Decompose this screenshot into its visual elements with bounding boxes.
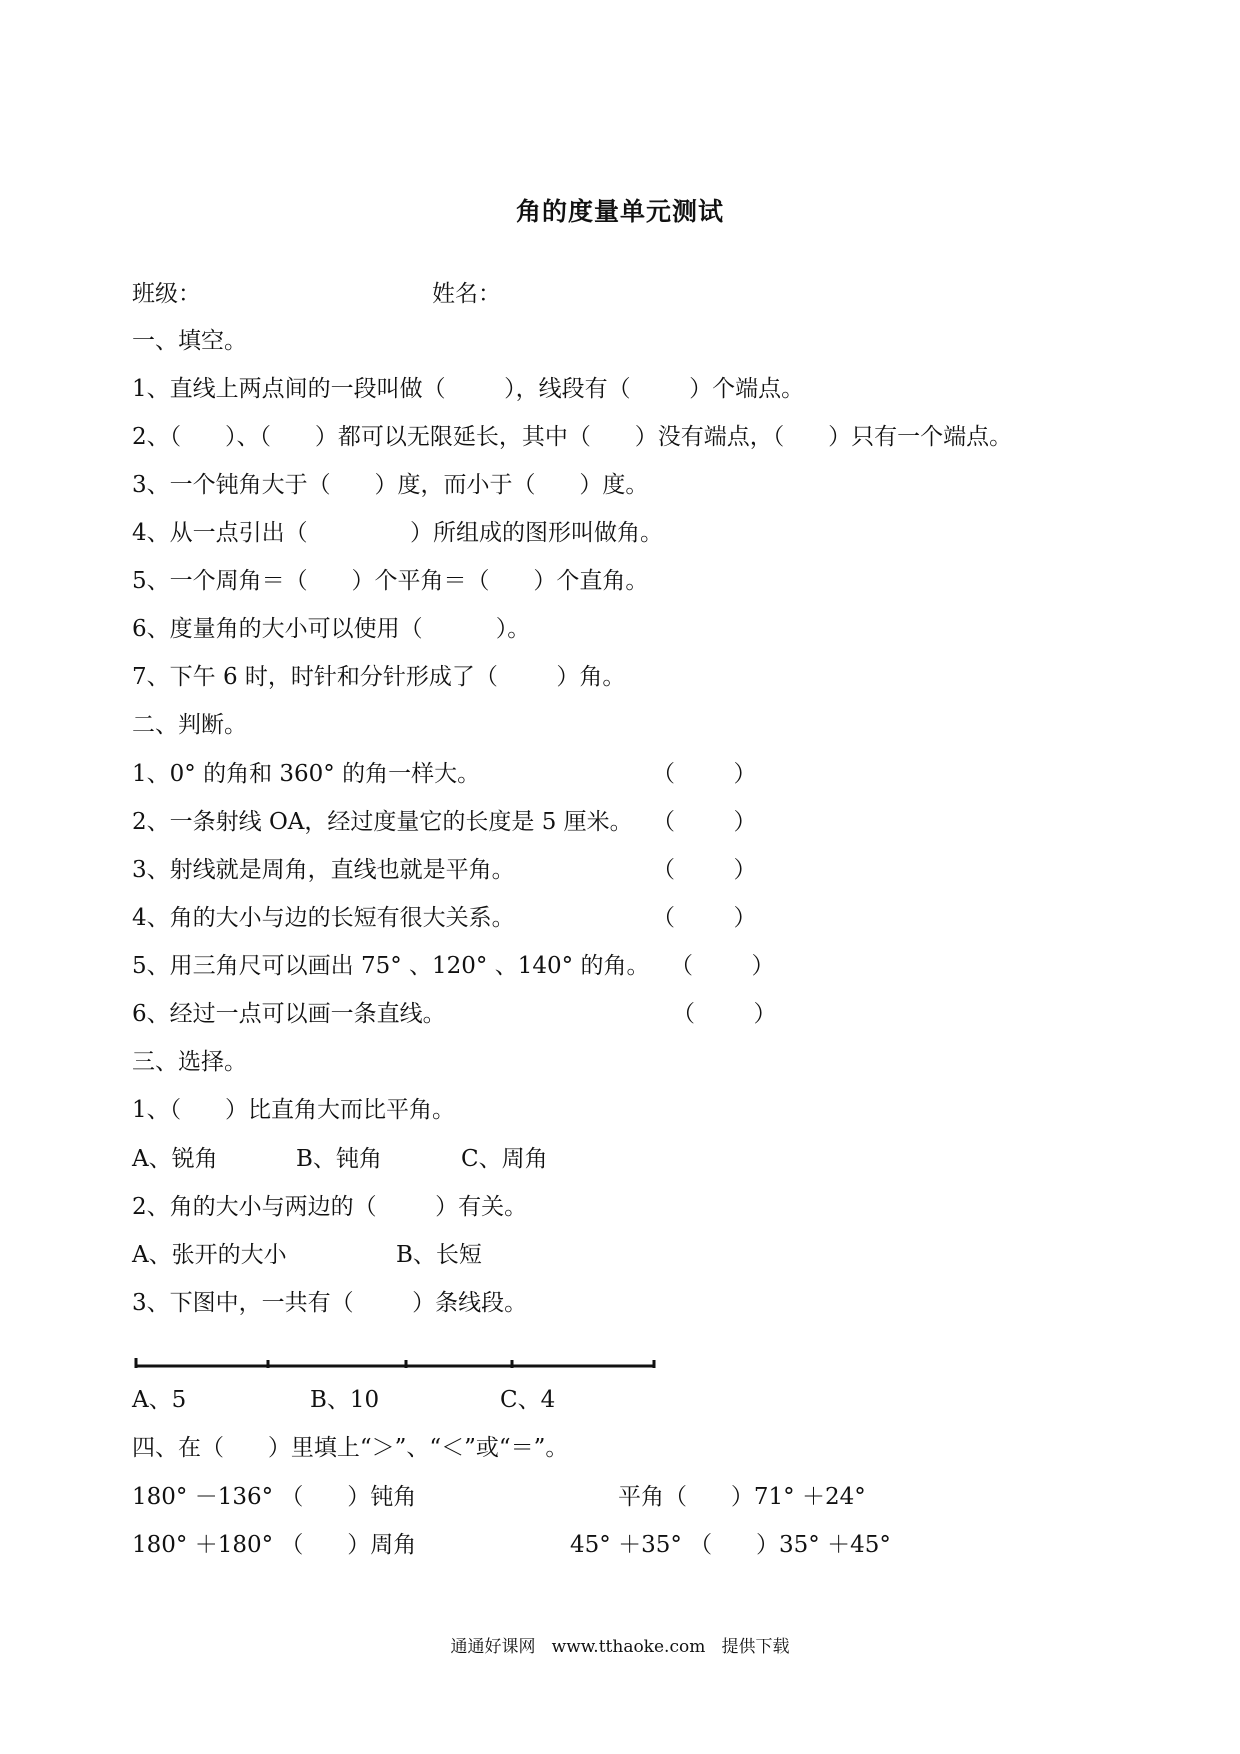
judge-blank-2: （ ） bbox=[652, 809, 757, 835]
page-title: 角的度量单元测试 bbox=[515, 197, 724, 226]
choice-option-3b: B、10 bbox=[310, 1387, 380, 1413]
judge-question-6: 6、经过一点可以画一条直线。 bbox=[132, 1001, 446, 1027]
fill-question-3: 3、一个钝角大于（ ）度，而小于（ ）度。 bbox=[132, 472, 649, 498]
choice-option-1c: C、周角 bbox=[461, 1146, 548, 1172]
compare-item-2: 平角（ ）71° ＋24° bbox=[618, 1484, 866, 1510]
judge-question-5: 5、用三角尺可以画出 75° 、120° 、140° 的角。 bbox=[132, 953, 650, 979]
compare-item-1: 180° －136° （ ）钝角 bbox=[132, 1484, 417, 1510]
judge-blank-1: （ ） bbox=[652, 761, 757, 787]
judge-question-1: 1、0° 的角和 360° 的角一样大。 bbox=[132, 761, 481, 787]
line-segment-figure bbox=[130, 1352, 670, 1376]
judge-blank-5: （ ） bbox=[670, 953, 775, 979]
choice-option-1a: A、锐角 bbox=[132, 1146, 218, 1172]
fill-question-1: 1、直线上两点间的一段叫做（ ），线段有（ ）个端点。 bbox=[132, 376, 805, 402]
choice-option-3a: A、5 bbox=[132, 1387, 187, 1413]
choice-question-2: 2、角的大小与两边的（ ）有关。 bbox=[132, 1194, 528, 1220]
section4-heading: 四、在（ ）里填上“＞”、“＜”或“＝”。 bbox=[132, 1435, 569, 1461]
compare-item-4: 45° ＋35° （ ）35° ＋45° bbox=[570, 1532, 891, 1558]
judge-blank-3: （ ） bbox=[652, 857, 757, 883]
footer-source: 通通好课网 www.tthaoke.com 提供下载 bbox=[450, 1637, 790, 1657]
class-label: 班级： bbox=[132, 281, 201, 307]
choice-option-2b: B、长短 bbox=[396, 1242, 482, 1268]
judge-question-4: 4、角的大小与边的长短有很大关系。 bbox=[132, 905, 515, 931]
choice-option-3c: C、4 bbox=[500, 1387, 556, 1413]
fill-question-7: 7、下午 6 时，时针和分针形成了（ ）角。 bbox=[132, 664, 626, 690]
choice-option-2a: A、张开的大小 bbox=[132, 1242, 287, 1268]
fill-question-4: 4、从一点引出（ ）所组成的图形叫做角。 bbox=[132, 520, 663, 546]
compare-item-3: 180° ＋180° （ ）周角 bbox=[132, 1532, 417, 1558]
section1-heading: 一、填空。 bbox=[132, 328, 247, 354]
judge-blank-4: （ ） bbox=[652, 905, 757, 931]
fill-question-6: 6、度量角的大小可以使用（ ）。 bbox=[132, 616, 531, 642]
choice-question-3: 3、下图中，一共有（ ）条线段。 bbox=[132, 1290, 528, 1316]
judge-question-3: 3、射线就是周角，直线也就是平角。 bbox=[132, 857, 515, 883]
choice-option-1b: B、钝角 bbox=[296, 1146, 382, 1172]
fill-question-2: 2、（ ）、（ ）都可以无限延长，其中（ ）没有端点，（ ）只有一个端点。 bbox=[132, 424, 1013, 450]
section3-heading: 三、选择。 bbox=[132, 1049, 247, 1075]
name-label: 姓名： bbox=[432, 281, 501, 307]
section2-heading: 二、判断。 bbox=[132, 712, 247, 738]
fill-question-5: 5、一个周角＝（ ）个平角＝（ ）个直角。 bbox=[132, 568, 649, 594]
choice-question-1: 1、（ ）比直角大而比平角。 bbox=[132, 1097, 455, 1123]
judge-question-2: 2、一条射线 OA，经过度量它的长度是 5 厘米。 bbox=[132, 809, 633, 835]
judge-blank-6: （ ） bbox=[672, 1001, 777, 1027]
